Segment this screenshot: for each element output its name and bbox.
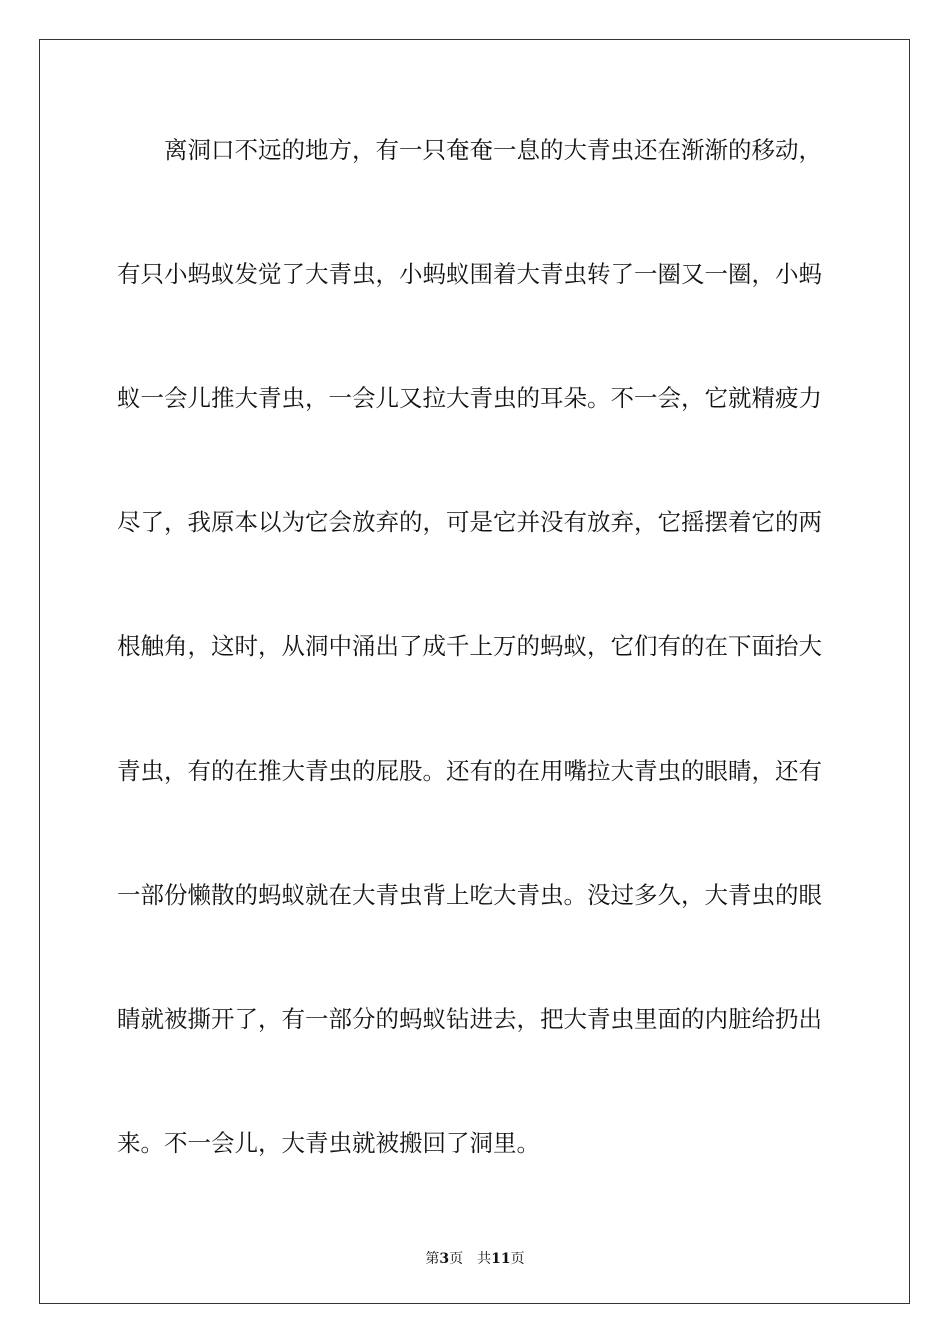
paragraph-line: 根触角，这时，从洞中涌出了成千上万的蚂蚁，它们有的在下面抬大 <box>117 632 822 660</box>
total-label-prefix: 共 <box>477 1251 492 1267</box>
page-label-suffix: 页 <box>449 1251 464 1267</box>
paragraph-line: 离洞口不远的地方，有一只奄奄一息的大青虫还在渐渐的移动， <box>164 136 822 164</box>
paragraph-line: 来。不一会儿，大青虫就被搬回了洞里。 <box>117 1129 540 1157</box>
page-footer <box>0 1249 950 1269</box>
paragraph-line: 尽了，我原本以为它会放弃的，可是它并没有放弃，它摇摆着它的两 <box>117 508 822 536</box>
page-label-prefix: 第 <box>425 1251 440 1267</box>
paragraph-line: 一部份懒散的蚂蚁就在大青虫背上吃大青虫。没过多久，大青虫的眼 <box>117 881 822 909</box>
page-number: 3 <box>439 1251 450 1267</box>
paragraph-line: 睛就被撕开了，有一部分的蚂蚁钻进去，把大青虫里面的内脏给扔出 <box>117 1005 822 1033</box>
total-pages: 11 <box>491 1251 511 1267</box>
paragraph-line: 有只小蚂蚁发觉了大青虫，小蚂蚁围着大青虫转了一圈又一圈，小蚂 <box>117 260 822 288</box>
total-label-suffix: 页 <box>510 1251 525 1267</box>
paragraph-line: 青虫，有的在推大青虫的屁股。还有的在用嘴拉大青虫的眼睛，还有 <box>117 757 822 785</box>
paragraph-line: 蚁一会儿推大青虫，一会儿又拉大青虫的耳朵。不一会，它就精疲力 <box>117 384 822 412</box>
page-border <box>39 39 910 1304</box>
